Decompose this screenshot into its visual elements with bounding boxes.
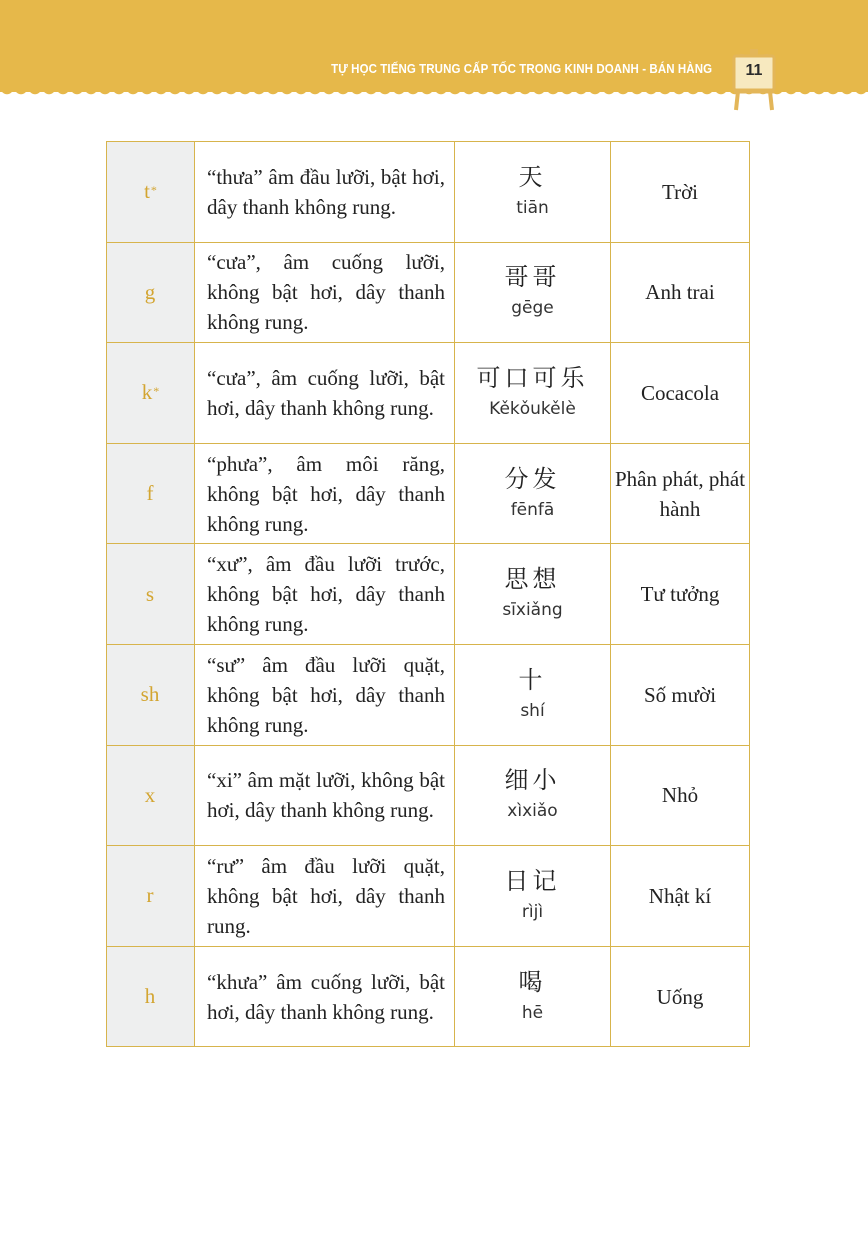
initial-cell [107, 946, 195, 1047]
table-row [107, 745, 750, 846]
hanzi-text: 天 [518, 162, 547, 191]
aspirated-mark: * [153, 384, 160, 399]
hanzi-text: 思想 [504, 565, 561, 594]
initial-cell [107, 846, 195, 947]
meaning-cell: Anh trai [611, 242, 750, 343]
hanzi-text: 可口可乐 [476, 363, 589, 392]
meaning-cell: Uống [611, 946, 750, 1047]
table-row [107, 142, 750, 243]
pronunciation-table [106, 141, 750, 1047]
example-cell [455, 343, 611, 444]
pinyin-text: fēnfā [510, 499, 555, 520]
example-cell [455, 242, 611, 343]
description-cell: “thưa” âm đầu lưỡi, bật hơi, dây thanh không rung. [195, 142, 455, 243]
example-cell [455, 745, 611, 846]
initial-cell [107, 242, 195, 343]
book-title: TỰ HỌC TIẾNG TRUNG CẤP TỐC TRONG KINH DOANH - BÁN HÀNG [330, 62, 712, 76]
initial-letter: t [144, 179, 150, 204]
pinyin-text: xìxiǎo [507, 801, 558, 822]
description-cell: “cưa”, âm cuống lưỡi, bật hơi, dây thanh không rung. [195, 343, 455, 444]
meaning-cell: Số mười [611, 644, 750, 745]
example-cell [455, 544, 611, 645]
example-cell [455, 443, 611, 544]
initial-letter: g [144, 279, 156, 304]
initial-cell [107, 644, 195, 745]
table-row [107, 644, 750, 745]
pinyin-text: gēge [511, 298, 554, 319]
initial-cell [107, 142, 195, 243]
initial-cell [107, 544, 195, 645]
initial-letter: sh [140, 682, 160, 707]
initial-cell [107, 443, 195, 544]
initial-letter: h [144, 984, 156, 1009]
hanzi-text: 哥哥 [504, 263, 561, 292]
meaning-cell: Nhỏ [611, 745, 750, 846]
pinyin-text: sīxiǎng [502, 600, 563, 621]
description-cell: “phưa”, âm môi răng, không bật hơi, dây thanh không rung. [195, 443, 455, 544]
pinyin-text: tiān [516, 197, 549, 218]
hanzi-text: 分发 [504, 464, 561, 493]
description-cell: “cưa”, âm cuống lưỡi, không bật hơi, dây thanh không rung. [195, 242, 455, 343]
table-row [107, 946, 750, 1047]
meaning-cell: Trời [611, 142, 750, 243]
description-cell: “rư” âm đầu lưỡi quặt, không bật hơi, dây thanh rung. [195, 846, 455, 947]
meaning-cell: Nhật kí [611, 846, 750, 947]
meaning-cell: Tư tưởng [611, 544, 750, 645]
pinyin-text: Kěkǒukělè [489, 398, 576, 419]
table-row [107, 343, 750, 444]
initial-letter: k [141, 380, 153, 405]
initial-letter: f [146, 481, 154, 506]
description-cell: “xi” âm mặt lưỡi, không bật hơi, dây thanh không rung. [195, 745, 455, 846]
initial-cell [107, 745, 195, 846]
hanzi-text: 细小 [504, 766, 561, 795]
hanzi-text: 喝 [518, 967, 547, 996]
initial-letter: r [146, 883, 154, 908]
table-row [107, 242, 750, 343]
pinyin-text: hē [521, 1002, 544, 1023]
pinyin-text: rìjì [521, 901, 544, 922]
table-row [107, 443, 750, 544]
hanzi-text: 十 [518, 665, 547, 694]
initial-cell [107, 343, 195, 444]
pinyin-text: shí [520, 700, 545, 721]
aspirated-mark: * [150, 183, 157, 198]
table-row [107, 544, 750, 645]
example-cell [455, 644, 611, 745]
initial-letter: s [145, 581, 155, 606]
table-row [107, 846, 750, 947]
example-cell [455, 846, 611, 947]
description-cell: “xư”, âm đầu lưỡi trước, không bật hơi, dây thanh không rung. [195, 544, 455, 645]
page-number: 11 [745, 62, 763, 79]
description-cell: “sư” âm đầu lưỡi quặt, không bật hơi, dây thanh không rung. [195, 644, 455, 745]
description-cell: “khưa” âm cuống lưỡi, bật hơi, dây thanh không rung. [195, 946, 455, 1047]
meaning-cell: Cocacola [611, 343, 750, 444]
example-cell [455, 946, 611, 1047]
initial-letter: x [144, 782, 156, 807]
meaning-cell: Phân phát, phát hành [611, 443, 750, 544]
hanzi-text: 日记 [504, 866, 561, 895]
example-cell [455, 142, 611, 243]
